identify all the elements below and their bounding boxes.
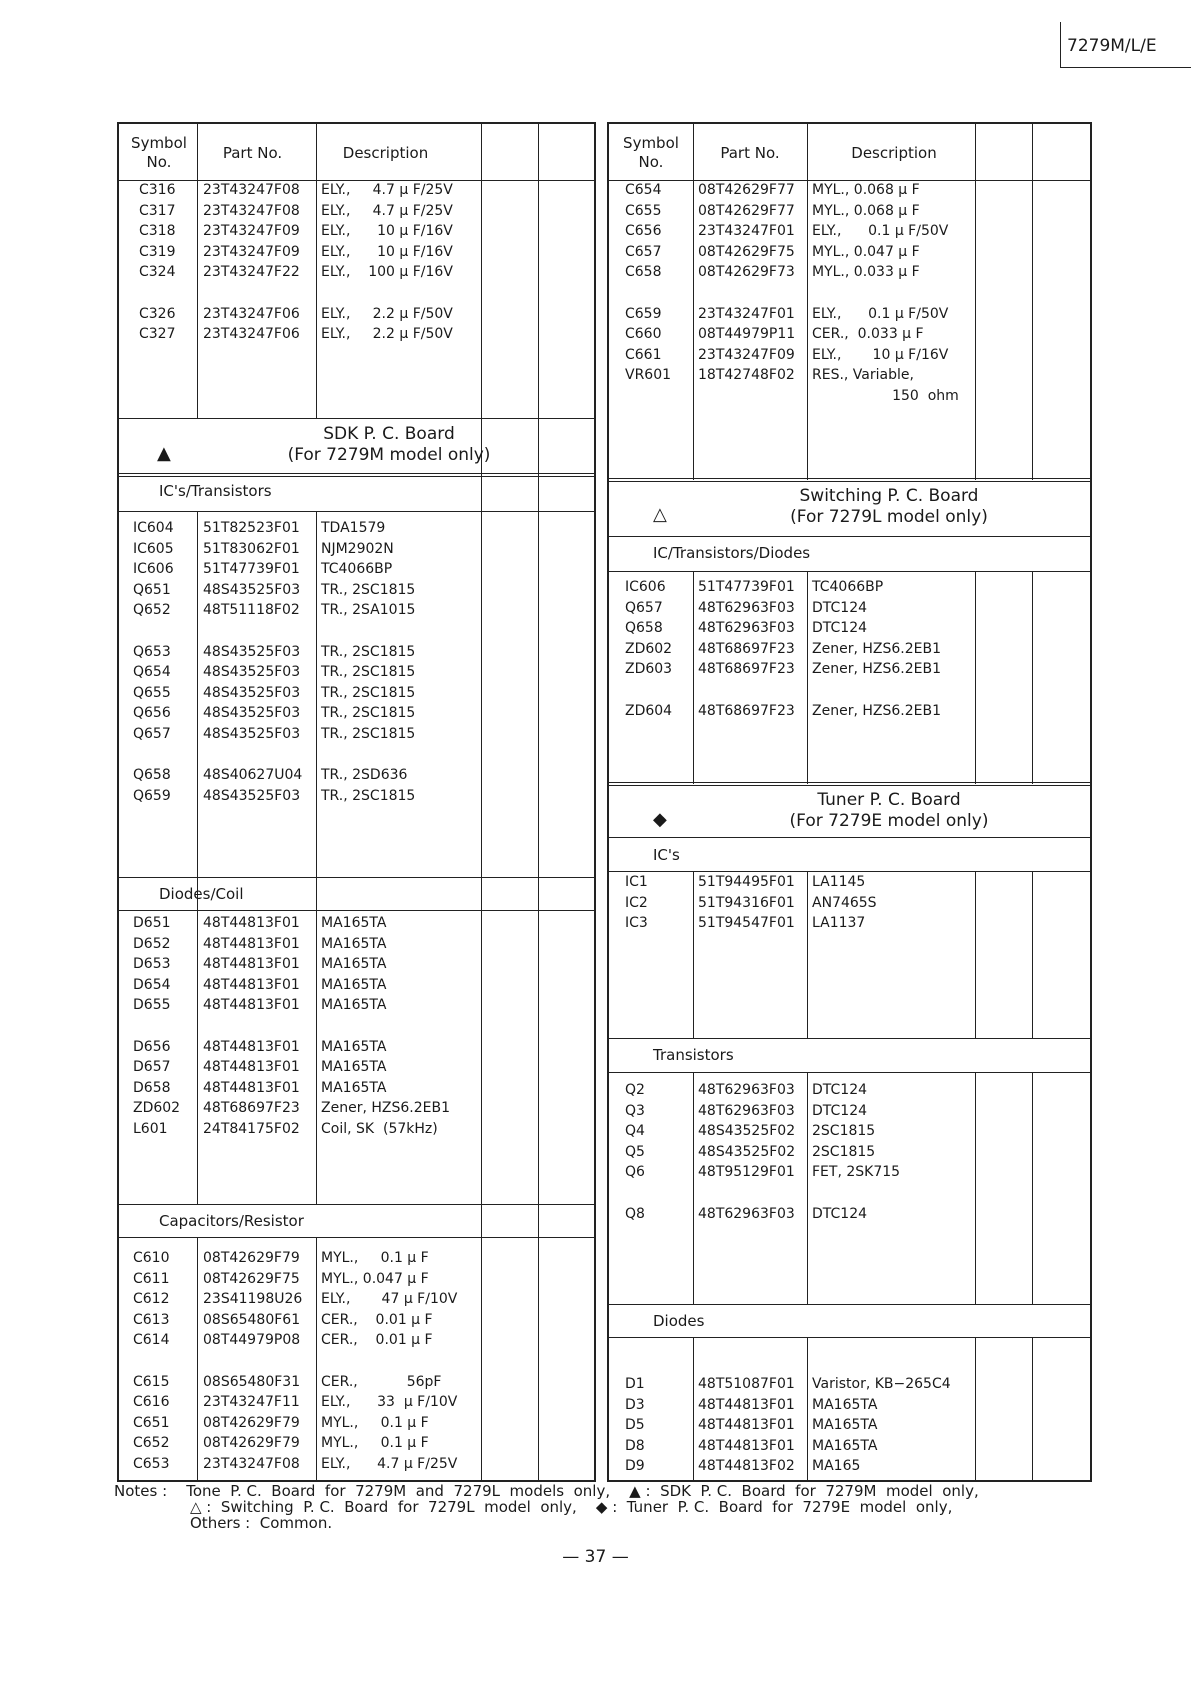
col-divider <box>975 872 976 1038</box>
row-divider <box>609 571 1090 572</box>
switching-board-subtitle: (For 7279L model only) <box>790 507 988 527</box>
col-divider <box>1032 124 1033 480</box>
description-column: Varistor, KB−265C4 MA165TA MA165TA MA165TA MA165 <box>812 1376 951 1475</box>
symbol-column: IC606 Q657 Q658 ZD602 ZD603 ZD604 <box>625 579 673 719</box>
row-divider <box>609 837 1090 838</box>
symbol-column: D1 D3 D5 D8 D9 <box>625 1376 645 1475</box>
col-divider <box>693 872 694 1038</box>
section-label-ics-transistors: IC's∕Transistors <box>159 482 272 500</box>
section-label-transistors: Transistors <box>653 1046 734 1064</box>
description-column: DTC124 DTC124 2SC1815 2SC1815 FET, 2SK715 DTC124 <box>812 1082 901 1222</box>
header-description: Description <box>342 144 429 162</box>
section-label-ics: IC's <box>653 846 680 864</box>
notes-line: Notes : Tone P. C. Board for 7279M and 7279L models only, ▲ : SDK P. C. Board for 7279M model only, <box>114 1482 979 1500</box>
part-no-column: 48T44813F01 48T44813F01 48T44813F01 48T44813F01 48T44813F01 48T44813F01 48T44813F01 48T44813F01 48T68697F23 24T84175F02 <box>203 915 300 1137</box>
col-divider <box>693 124 694 480</box>
section-label-diodes: Diodes <box>653 1312 705 1330</box>
col-divider <box>316 1237 317 1480</box>
row-divider <box>119 910 594 911</box>
col-divider <box>1032 1337 1033 1480</box>
section-label-diodes-coil: Diodes∕Coil <box>159 885 244 903</box>
col-divider <box>1032 872 1033 1038</box>
part-no-column: 51T94495F01 51T94316F01 51T94547F01 <box>698 874 795 932</box>
part-no-column: 51T47739F01 48T62963F03 48T62963F03 48T68697F23 48T68697F23 48T68697F23 <box>698 579 795 719</box>
col-divider <box>1032 572 1033 784</box>
col-divider <box>197 911 198 1205</box>
col-divider <box>975 124 976 480</box>
row-divider <box>119 1204 594 1205</box>
symbol-column: D651 D652 D653 D654 D655 D656 D657 D658 ZD602 L601 <box>133 915 181 1137</box>
col-divider <box>807 1337 808 1480</box>
col-divider <box>975 572 976 784</box>
col-divider <box>807 572 808 784</box>
col-divider <box>316 911 317 1205</box>
row-divider <box>609 1337 1090 1338</box>
part-no-column: 08T42629F77 08T42629F77 23T43247F01 08T42629F75 08T42629F73 23T43247F01 08T44979P11 23T43247F09 18T42748F02 <box>698 182 796 384</box>
row-divider <box>119 877 594 878</box>
col-divider <box>197 124 198 418</box>
symbol-column: C610 C611 C612 C613 C614 C615 C616 C651 C652 C653 <box>133 1250 170 1472</box>
col-divider <box>975 1337 976 1480</box>
triangle-filled-icon: ▲ <box>157 443 171 464</box>
col-divider <box>693 1072 694 1304</box>
part-no-column: 51T82523F01 51T83062F01 51T47739F01 48S43525F03 48T51118F02 48S43525F03 48S43525F03 48S43525F03 48S43525F03 48S43525F03 48S40627U04 48S43525F03 <box>203 520 303 804</box>
notes-line: Others : Common. <box>190 1514 333 1532</box>
col-divider <box>316 124 317 418</box>
row-divider <box>609 1038 1090 1039</box>
page-number: — 37 — <box>562 1547 629 1567</box>
description-column: MA165TA MA165TA MA165TA MA165TA MA165TA MA165TA MA165TA MA165TA Zener, HZS6.2EB1 Coil, SK (57kHz) <box>321 915 450 1137</box>
tuner-board-title: Tuner P. C. Board <box>817 790 961 810</box>
col-divider <box>481 124 482 1480</box>
symbol-column: IC604 IC605 IC606 Q651 Q652 Q653 Q654 Q655 Q656 Q657 Q658 Q659 <box>133 520 174 804</box>
col-divider <box>693 572 694 784</box>
notes <box>114 1483 979 1531</box>
header-description: Description <box>851 144 937 162</box>
symbol-column: IC1 IC2 IC3 <box>625 874 648 932</box>
notes-line: △ : Switching P. C. Board for 7279L model only, ◆ : Tuner P. C. Board for 7279E model only, <box>190 1498 953 1516</box>
row-divider <box>119 1237 594 1238</box>
symbol-column: C316 C317 C318 C319 C324 C326 C327 <box>139 182 176 343</box>
col-divider <box>197 1237 198 1480</box>
part-no-column: 23T43247F08 23T43247F08 23T43247F09 23T43247F09 23T43247F22 23T43247F06 23T43247F06 <box>203 182 300 343</box>
col-divider <box>807 1072 808 1304</box>
part-no-column: 48T62963F03 48T62963F03 48S43525F02 48S43525F02 48T95129F01 48T62963F03 <box>698 1082 796 1222</box>
col-divider <box>975 1072 976 1304</box>
parts-table-left <box>117 122 596 1482</box>
col-divider <box>807 124 808 480</box>
row-divider <box>609 536 1090 537</box>
tuner-board-subtitle: (For 7279E model only) <box>789 811 989 831</box>
description-column: TDA1579 NJM2902N TC4066BP TR., 2SC1815 TR., 2SA1015 TR., 2SC1815 TR., 2SC1815 TR., 2SC1815 TR., 2SC1815 TR., 2SC1815 TR., 2SD636 TR., 2SC1815 <box>321 520 416 804</box>
symbol-column: Q2 Q3 Q4 Q5 Q6 Q8 <box>625 1082 645 1222</box>
row-divider <box>609 1072 1090 1073</box>
col-divider <box>538 124 539 1480</box>
col-divider <box>1032 1072 1033 1304</box>
row-divider <box>119 511 594 512</box>
part-no-column: 08T42629F79 08T42629F75 23S41198U26 08S65480F61 08T44979P08 08S65480F31 23T43247F11 08T42629F79 08T42629F79 23T43247F08 <box>203 1250 303 1472</box>
description-column: LA1145 AN7465S LA1137 <box>812 874 877 932</box>
header-part-no: Part No. <box>222 144 283 162</box>
section-label-capacitors-resistor: Capacitors∕Resistor <box>159 1212 304 1230</box>
diamond-filled-icon: ◆ <box>653 809 667 830</box>
part-no-column: 48T51087F01 48T44813F01 48T44813F01 48T44813F01 48T44813F02 <box>698 1376 795 1475</box>
section-label-ic-transistors-diodes: IC∕Transistors∕Diodes <box>653 544 811 562</box>
row-divider <box>609 782 1090 786</box>
sdk-board-title: SDK P. C. Board <box>323 424 455 444</box>
description-column: MYL., 0.068 µ F MYL., 0.068 µ F ELY., 0.1 µ F∕50V MYL., 0.047 µ F MYL., 0.033 µ F ELY., 0.1 µ F∕50V CER., 0.033 µ F ELY., 10 µ F∕16V RES., Variable, 150 ohm <box>812 182 959 404</box>
row-divider <box>119 418 594 419</box>
switching-board-title: Switching P. C. Board <box>799 486 979 506</box>
header-symbol: Symbol No. <box>131 134 187 171</box>
col-divider <box>693 1337 694 1480</box>
header-part-no: Part No. <box>720 144 780 162</box>
header-symbol: Symbol No. <box>623 134 679 171</box>
col-divider <box>807 872 808 1038</box>
row-divider <box>609 478 1090 482</box>
model-tag: 7279M∕L∕E <box>1060 22 1191 68</box>
triangle-outline-icon: △ <box>653 504 667 525</box>
row-divider <box>609 1304 1090 1305</box>
sdk-board-subtitle: (For 7279M model only) <box>287 445 491 465</box>
description-column: ELY., 4.7 µ F∕25V ELY., 4.7 µ F∕25V ELY., 10 µ F∕16V ELY., 10 µ F∕16V ELY., 100 µ F∕16V ELY., 2.2 µ F∕50V ELY., 2.2 µ F∕50V <box>321 182 453 343</box>
symbol-column: C654 C655 C656 C657 C658 C659 C660 C661 VR601 <box>625 182 672 384</box>
parts-table-right <box>607 122 1092 1482</box>
description-column: TC4066BP DTC124 DTC124 Zener, HZS6.2EB1 Zener, HZS6.2EB1 Zener, HZS6.2EB1 <box>812 579 941 719</box>
row-divider <box>119 473 594 477</box>
description-column: MYL., 0.1 µ F MYL., 0.047 µ F ELY., 47 µ F∕10V CER., 0.01 µ F CER., 0.01 µ F CER., 56pF ELY., 33 µ F∕10V MYL., 0.1 µ F MYL., 0.1 µ F ELY., 4.7 µ F∕25V <box>321 1250 458 1472</box>
